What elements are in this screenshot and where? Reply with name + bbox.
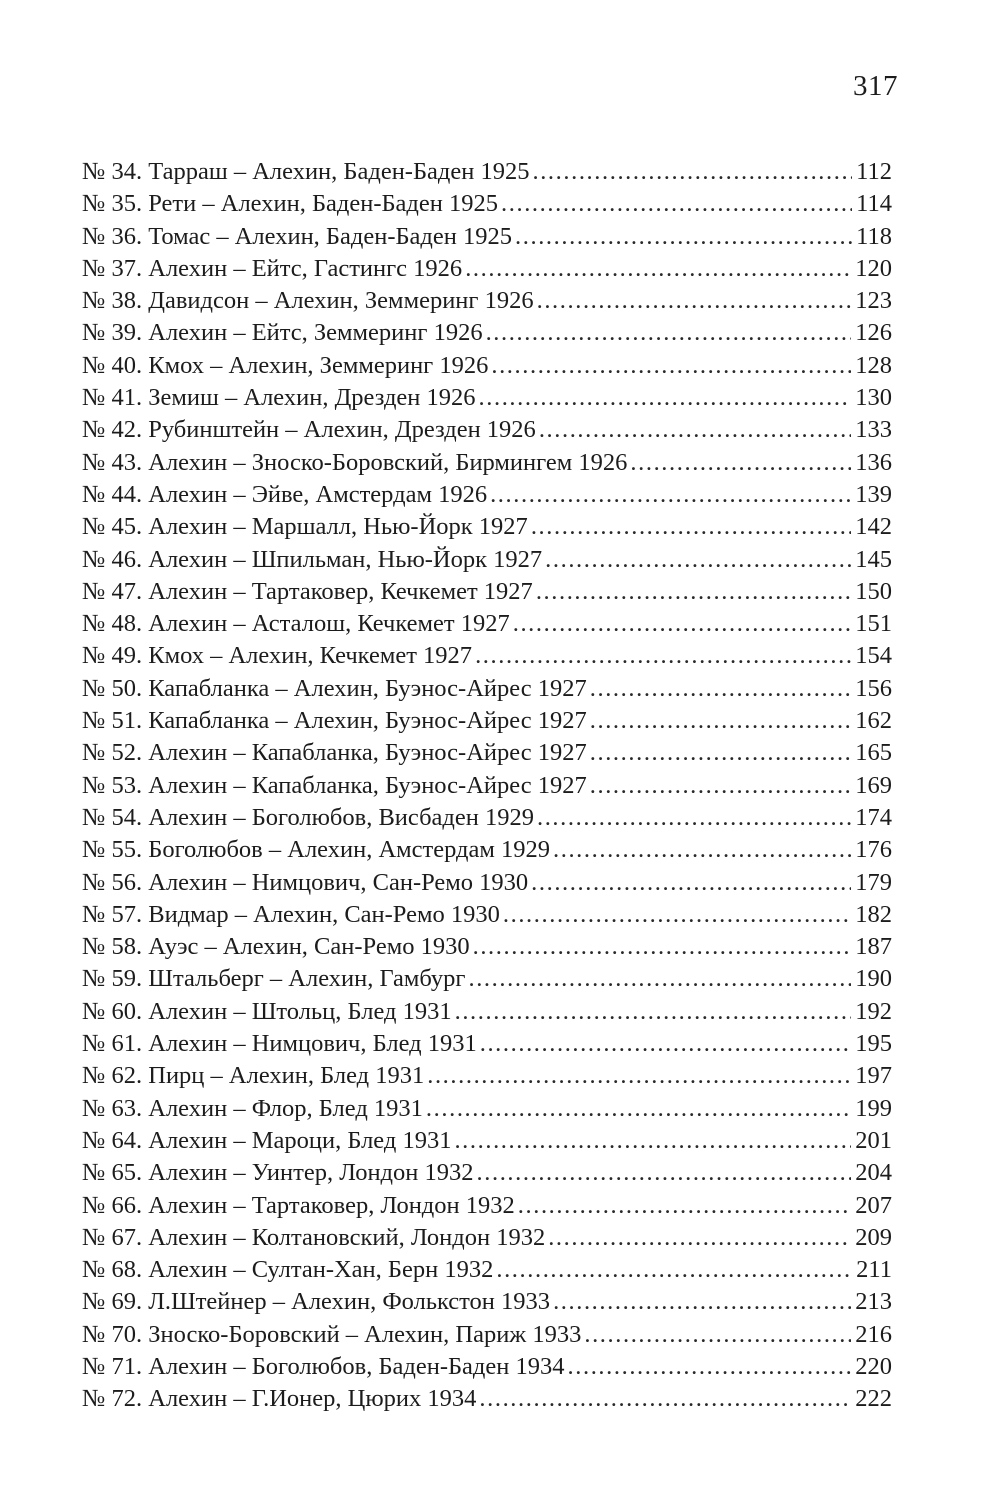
toc-entry-title: № 53. Алехин – Капабланка, Буэнос-Айрес 1927 bbox=[82, 771, 587, 799]
table-of-contents bbox=[82, 156, 892, 1416]
toc-entry-leader-dots bbox=[491, 350, 851, 382]
toc-entry bbox=[82, 414, 892, 446]
toc-entry-title: № 36. Томас – Алехин, Баден-Баден 1925 bbox=[82, 222, 513, 250]
toc-entry-page-number: 195 bbox=[855, 1030, 892, 1058]
toc-entry bbox=[82, 963, 892, 995]
toc-entry-title: № 69. Л.Штейнер – Алехин, Фолькстон 1933 bbox=[82, 1288, 551, 1316]
toc-entry-leader-dots bbox=[455, 996, 852, 1028]
toc-entry-title: № 42. Рубинштейн – Алехин, Дрезден 1926 bbox=[82, 416, 536, 444]
toc-entry-leader-dots bbox=[539, 414, 851, 446]
toc-entry-leader-dots bbox=[501, 188, 852, 220]
toc-entry-leader-dots bbox=[545, 544, 851, 576]
toc-entry-title: № 65. Алехин – Уинтер, Лондон 1932 bbox=[82, 1159, 474, 1187]
toc-entry-page-number: 130 bbox=[855, 384, 892, 412]
toc-entry-page-number: 165 bbox=[855, 739, 892, 767]
toc-entry bbox=[82, 834, 892, 866]
toc-entry-page-number: 190 bbox=[855, 965, 892, 993]
toc-entry bbox=[82, 1383, 892, 1415]
toc-entry bbox=[82, 576, 892, 608]
toc-entry-page-number: 192 bbox=[855, 997, 892, 1025]
toc-entry-leader-dots bbox=[630, 447, 851, 479]
toc-entry bbox=[82, 673, 892, 705]
toc-entry-leader-dots bbox=[486, 317, 852, 349]
toc-entry-leader-dots bbox=[537, 802, 851, 834]
toc-entry bbox=[82, 382, 892, 414]
toc-entry-title: № 38. Давидсон – Алехин, Земмеринг 1926 bbox=[82, 287, 534, 315]
toc-entry bbox=[82, 1351, 892, 1383]
toc-entry-page-number: 133 bbox=[855, 416, 892, 444]
toc-entry-page-number: 142 bbox=[855, 513, 892, 541]
toc-entry-leader-dots bbox=[496, 1254, 852, 1286]
toc-entry bbox=[82, 608, 892, 640]
toc-entry-title: № 44. Алехин – Эйве, Амстердам 1926 bbox=[82, 480, 488, 508]
toc-entry-title: № 43. Алехин – Зноско-Боровский, Бирмингем 1926 bbox=[82, 448, 628, 476]
toc-entry-page-number: 179 bbox=[855, 868, 892, 896]
toc-entry-page-number: 216 bbox=[855, 1320, 892, 1348]
toc-entry-page-number: 220 bbox=[855, 1352, 892, 1380]
toc-entry bbox=[82, 511, 892, 543]
toc-entry-title: № 56. Алехин – Нимцович, Сан-Ремо 1930 bbox=[82, 868, 529, 896]
toc-entry-leader-dots bbox=[503, 899, 851, 931]
toc-entry-title: № 54. Алехин – Боголюбов, Висбаден 1929 bbox=[82, 803, 534, 831]
toc-entry bbox=[82, 285, 892, 317]
toc-entry-leader-dots bbox=[536, 576, 851, 608]
toc-entry-page-number: 187 bbox=[855, 933, 892, 961]
toc-entry-title: № 64. Алехин – Мароци, Блед 1931 bbox=[82, 1126, 452, 1154]
toc-entry-leader-dots bbox=[475, 640, 851, 672]
toc-entry-leader-dots bbox=[479, 382, 852, 414]
toc-entry-title: № 68. Алехин – Султан-Хан, Берн 1932 bbox=[82, 1256, 494, 1284]
toc-entry-leader-dots bbox=[490, 479, 851, 511]
toc-entry-title: № 70. Зноско-Боровский – Алехин, Париж 1933 bbox=[82, 1320, 582, 1348]
toc-entry bbox=[82, 253, 892, 285]
toc-entry bbox=[82, 802, 892, 834]
toc-entry-title: № 41. Земиш – Алехин, Дрезден 1926 bbox=[82, 384, 476, 412]
toc-entry bbox=[82, 1286, 892, 1318]
toc-entry-leader-dots bbox=[590, 770, 852, 802]
toc-entry-leader-dots bbox=[477, 1157, 852, 1189]
toc-entry bbox=[82, 544, 892, 576]
toc-entry-leader-dots bbox=[553, 1286, 851, 1318]
toc-entry-page-number: 222 bbox=[855, 1385, 892, 1413]
toc-entry-page-number: 123 bbox=[855, 287, 892, 315]
toc-entry-page-number: 174 bbox=[855, 803, 892, 831]
toc-entry-title: № 46. Алехин – Шпильман, Нью-Йорк 1927 bbox=[82, 545, 543, 573]
toc-entry bbox=[82, 156, 892, 188]
toc-entry-leader-dots bbox=[479, 1383, 851, 1415]
toc-entry bbox=[82, 1125, 892, 1157]
toc-entry-page-number: 126 bbox=[855, 319, 892, 347]
toc-entry bbox=[82, 1093, 892, 1125]
toc-entry-leader-dots bbox=[473, 931, 852, 963]
toc-entry-title: № 63. Алехин – Флор, Блед 1931 bbox=[82, 1094, 423, 1122]
toc-entry-leader-dots bbox=[480, 1028, 852, 1060]
toc-entry bbox=[82, 996, 892, 1028]
toc-entry bbox=[82, 867, 892, 899]
toc-entry-page-number: 151 bbox=[855, 610, 892, 638]
toc-entry bbox=[82, 1190, 892, 1222]
toc-entry-page-number: 182 bbox=[855, 900, 892, 928]
toc-entry bbox=[82, 1028, 892, 1060]
toc-entry-title: № 55. Боголюбов – Алехин, Амстердам 1929 bbox=[82, 836, 550, 864]
toc-entry-page-number: 197 bbox=[855, 1062, 892, 1090]
toc-entry-page-number: 114 bbox=[856, 190, 892, 218]
toc-entry-title: № 51. Капабланка – Алехин, Буэнос-Айрес 1927 bbox=[82, 707, 587, 735]
toc-entry bbox=[82, 221, 892, 253]
toc-entry-title: № 34. Тарраш – Алехин, Баден-Баден 1925 bbox=[82, 158, 530, 185]
toc-entry-title: № 48. Алехин – Асталош, Кечкемет 1927 bbox=[82, 610, 510, 638]
toc-entry-title: № 72. Алехин – Г.Ионер, Цюрих 1934 bbox=[82, 1385, 477, 1413]
toc-entry-leader-dots bbox=[465, 253, 851, 285]
toc-entry-leader-dots bbox=[568, 1351, 852, 1383]
toc-entry-page-number: 118 bbox=[856, 222, 892, 250]
toc-entry bbox=[82, 770, 892, 802]
toc-entry-title: № 35. Рети – Алехин, Баден-Баден 1925 bbox=[82, 190, 499, 218]
toc-entry bbox=[82, 1254, 892, 1286]
toc-entry-title: № 37. Алехин – Ейтс, Гастингс 1926 bbox=[82, 254, 463, 282]
toc-entry-page-number: 211 bbox=[856, 1256, 892, 1284]
toc-entry-leader-dots bbox=[427, 1060, 851, 1092]
toc-entry-title: № 71. Алехин – Боголюбов, Баден-Баден 1934 bbox=[82, 1352, 565, 1380]
toc-entry-leader-dots bbox=[553, 834, 851, 866]
toc-entry bbox=[82, 737, 892, 769]
toc-entry-leader-dots bbox=[537, 285, 852, 317]
toc-entry bbox=[82, 1319, 892, 1351]
toc-entry-title: № 60. Алехин – Штольц, Блед 1931 bbox=[82, 997, 452, 1025]
toc-entry-page-number: 120 bbox=[855, 254, 892, 282]
toc-entry-page-number: 162 bbox=[855, 707, 892, 735]
toc-entry-page-number: 154 bbox=[855, 642, 892, 670]
toc-entry-page-number: 145 bbox=[855, 545, 892, 573]
toc-entry-leader-dots bbox=[548, 1222, 851, 1254]
toc-entry-leader-dots bbox=[454, 1125, 851, 1157]
toc-entry-title: № 49. Кмох – Алехин, Кечкемет 1927 bbox=[82, 642, 473, 670]
toc-entry-leader-dots bbox=[515, 221, 852, 253]
toc-entry-page-number: 150 bbox=[855, 577, 892, 605]
toc-entry bbox=[82, 1222, 892, 1254]
toc-entry bbox=[82, 705, 892, 737]
toc-entry-page-number: 199 bbox=[855, 1094, 892, 1122]
toc-entry bbox=[82, 447, 892, 479]
toc-entry-title: № 59. Штальберг – Алехин, Гамбург bbox=[82, 965, 466, 993]
toc-entry-page-number: 112 bbox=[856, 158, 892, 185]
toc-entry-title: № 57. Видмар – Алехин, Сан-Ремо 1930 bbox=[82, 900, 500, 928]
toc-entry-page-number: 209 bbox=[855, 1223, 892, 1251]
toc-entry-title: № 61. Алехин – Нимцович, Блед 1931 bbox=[82, 1030, 477, 1058]
toc-entry-title: № 47. Алехин – Тартаковер, Кечкемет 1927 bbox=[82, 577, 533, 605]
toc-entry-page-number: 176 bbox=[855, 836, 892, 864]
toc-entry bbox=[82, 188, 892, 220]
toc-entry-leader-dots bbox=[468, 963, 851, 995]
toc-entry bbox=[82, 899, 892, 931]
toc-entry-leader-dots bbox=[584, 1319, 851, 1351]
toc-entry-title: № 40. Кмох – Алехин, Земмеринг 1926 bbox=[82, 351, 489, 379]
toc-entry-leader-dots bbox=[531, 511, 851, 543]
toc-entry bbox=[82, 1157, 892, 1189]
toc-entry-leader-dots bbox=[513, 608, 852, 640]
toc-entry-leader-dots bbox=[532, 156, 852, 188]
toc-entry bbox=[82, 1060, 892, 1092]
toc-entry-title: № 62. Пирц – Алехин, Блед 1931 bbox=[82, 1062, 425, 1090]
toc-entry-leader-dots bbox=[518, 1190, 851, 1222]
toc-entry bbox=[82, 317, 892, 349]
toc-entry-page-number: 128 bbox=[855, 351, 892, 379]
toc-entry-page-number: 136 bbox=[855, 448, 892, 476]
toc-entry bbox=[82, 640, 892, 672]
toc-entry-page-number: 169 bbox=[855, 771, 892, 799]
toc-entry-page-number: 207 bbox=[855, 1191, 892, 1219]
page-number: 317 bbox=[853, 70, 898, 102]
toc-entry-page-number: 213 bbox=[855, 1288, 892, 1316]
toc-entry-page-number: 201 bbox=[855, 1126, 892, 1154]
toc-entry-page-number: 204 bbox=[855, 1159, 892, 1187]
toc-entry-page-number: 156 bbox=[855, 674, 892, 702]
toc-entry-leader-dots bbox=[590, 705, 852, 737]
toc-entry-title: № 45. Алехин – Маршалл, Нью-Йорк 1927 bbox=[82, 513, 528, 541]
toc-entry-title: № 50. Капабланка – Алехин, Буэнос-Айрес 1927 bbox=[82, 674, 587, 702]
toc-entry-title: № 58. Ауэс – Алехин, Сан-Ремо 1930 bbox=[82, 933, 470, 961]
toc-entry-leader-dots bbox=[590, 737, 852, 769]
toc-entry-leader-dots bbox=[426, 1093, 851, 1125]
toc-entry-page-number: 139 bbox=[855, 480, 892, 508]
toc-entry bbox=[82, 479, 892, 511]
toc-entry-title: № 66. Алехин – Тартаковер, Лондон 1932 bbox=[82, 1191, 515, 1219]
toc-entry-leader-dots bbox=[531, 867, 851, 899]
toc-entry bbox=[82, 350, 892, 382]
toc-entry-title: № 39. Алехин – Ейтс, Земмеринг 1926 bbox=[82, 319, 483, 347]
toc-entry bbox=[82, 931, 892, 963]
toc-entry-title: № 52. Алехин – Капабланка, Буэнос-Айрес 1927 bbox=[82, 739, 587, 767]
toc-entry-title: № 67. Алехин – Колтановский, Лондон 1932 bbox=[82, 1223, 546, 1251]
toc-entry-leader-dots bbox=[590, 673, 852, 705]
